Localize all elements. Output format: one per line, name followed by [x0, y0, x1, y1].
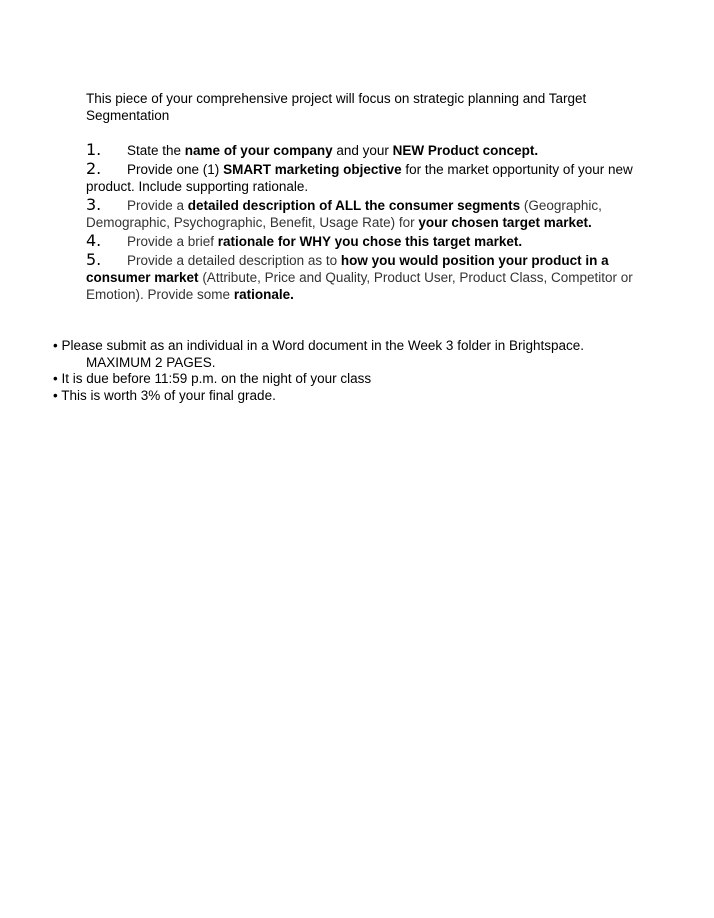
item-text-bold: your chosen target market. [418, 215, 592, 230]
list-item-number: 1. [86, 140, 102, 159]
item-text: Provide a [127, 198, 188, 213]
bullet-item-submit: • Please submit as an individual in a Word document in the Week 3 folder in Brightspace. [53, 338, 585, 353]
list-item [86, 141, 642, 159]
list-item-number: 2. [86, 159, 102, 178]
item-text-bold: rationale. [233, 287, 294, 302]
item-text: Provide a brief [127, 234, 218, 249]
item-text: Provide a detailed description as to [127, 253, 341, 268]
bullet-list [53, 338, 673, 404]
item-text: Provide one (1) [127, 162, 224, 177]
intro-paragraph: This piece of your comprehensive project will focus on strategic planning and Target Segmentation [86, 91, 587, 123]
item-text: (Attribute, Price and Quality, Product User, Product Class, Competitor or Emotion). Provide some [86, 270, 633, 302]
bullet-item-worth: • This is worth 3% of your final grade. [53, 387, 276, 403]
item-text-bold: detailed description of ALL the consumer segments [187, 198, 521, 213]
item-text: (Geographic, Demographic, Psychographic, Benefit, Usage Rate) for [86, 198, 602, 230]
list-item-number: 5. [86, 250, 102, 269]
item-text: State the [127, 143, 185, 158]
numbered-list [86, 141, 642, 304]
bullet-item-submit-continued: MAXIMUM 2 PAGES. [86, 354, 216, 370]
item-text-bold: how you would position your product in a consumer market [86, 253, 609, 285]
item-text: for the market opportunity of your new product. Include supporting rationale. [86, 162, 633, 194]
list-item-number: 3. [86, 195, 102, 214]
item-text-bold: rationale for WHY you chose this target market. [217, 234, 523, 249]
list-item [86, 232, 642, 250]
list-item-number: 4. [86, 231, 102, 250]
bullet-item-due: • It is due before 11:59 p.m. on the night of your class [53, 371, 372, 386]
list-item [86, 160, 642, 195]
item-text-bold: NEW Product concept. [392, 143, 539, 158]
item-text-bold: SMART marketing objective [223, 162, 402, 177]
item-text: and your [332, 143, 393, 158]
list-item [86, 196, 642, 231]
item-text-bold: name of your company [184, 143, 333, 158]
list-item [86, 251, 642, 303]
